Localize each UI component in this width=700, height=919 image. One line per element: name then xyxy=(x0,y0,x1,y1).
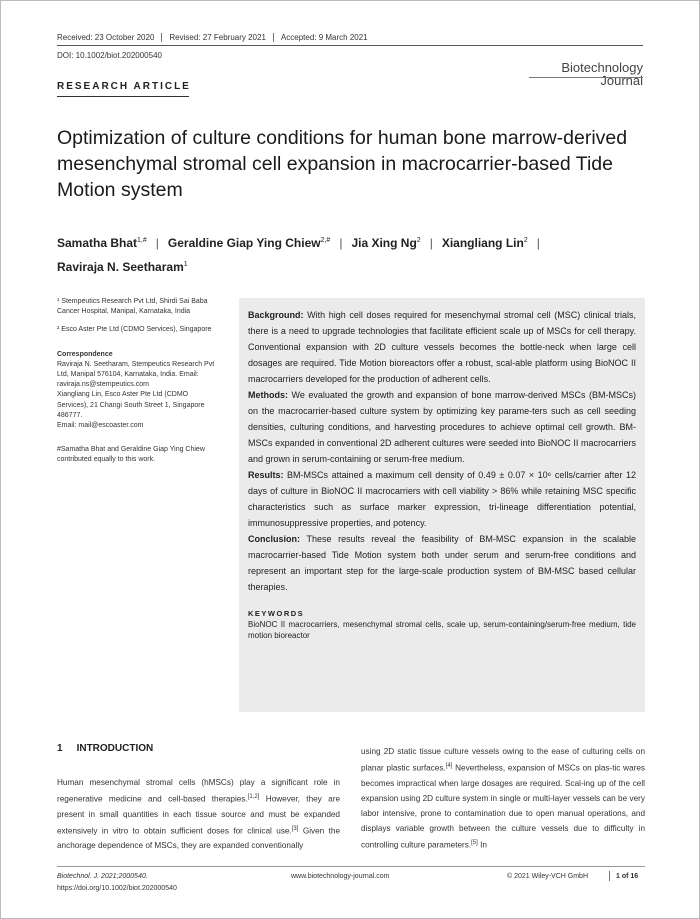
abstract-conclusion: Conclusion: These results reveal the feasibility of BM-MSC expansion in the scalable macrocarrier-based Tide Motion system both under serum and serum-free conditions and represent an important step for the large-scale production system of BM-MSC based cellular therapies. xyxy=(248,534,636,592)
doi[interactable]: DOI: 10.1002/biot.202000540 xyxy=(57,51,162,60)
citation-link[interactable]: [5] xyxy=(471,839,478,846)
author-separator: | xyxy=(339,236,343,250)
correspondence-text-2: Xiangliang Lin, Esco Aster Pte Ltd (CDMO Services), 21 Changi South Street 1, Singapore 486777. xyxy=(57,391,205,419)
page-number: 1 of 16 xyxy=(616,873,639,880)
abstract-box xyxy=(239,298,645,712)
citation-link[interactable]: [3] xyxy=(291,825,299,832)
footer-doi-link[interactable]: https://doi.org/10.1002/biot.202000540 xyxy=(57,885,177,892)
accepted-date: Accepted: 9 March 2021 xyxy=(280,33,368,42)
footer-divider xyxy=(57,866,645,867)
author-list xyxy=(57,230,647,278)
footer-separator xyxy=(609,871,610,881)
received-date: Received: 23 October 2020 xyxy=(57,33,162,42)
author[interactable]: Raviraja N. Seetharam$^1$ xyxy=(57,260,188,274)
correspondence-email-2[interactable]: Email: mail@escoaster.com xyxy=(57,422,144,430)
affiliation-2: ² Esco Aster Pte Ltd (CDMO Services), Singapore xyxy=(57,326,212,334)
article-type: RESEARCH ARTICLE xyxy=(57,81,191,92)
journal-logo xyxy=(561,61,643,87)
abstract-results: Results: BM-MSCs attained a maximum cell density of 0.49 ± 0.07 × 10⁶ cells/carrier after 12 days of culture in BioNOC II macrocarriers with cell viability > 86% while retaining MSC specific characteristics such as surface marker expression, tri-lineage differentiation potential, immunosuppressive properties, and potency. xyxy=(248,470,636,528)
keywords: BioNOC II macrocarriers, mesenchymal stromal cells, scale up, serum-containing/serum-free medium, tide motion bioreactor xyxy=(248,620,636,640)
footer-website[interactable]: www.biotechnology-journal.com xyxy=(291,873,390,880)
intro-column-2: using 2D static tissue culture vessels owing to the ease of culturing cells on planar plastic surfaces.[4] Nevertheless, expansion of MSCs on plas-tic wares becomes impractical when large dosages are required. Scal-ing up of the cell expansion using 2D culture system in single or multi-layer vessels can be very labor intensive, prone to contamination due to open manual operations, and displays variable growth between the culture vessels due to difficulty in controlling culture parameters.[5] In xyxy=(361,747,645,850)
author-separator: | xyxy=(429,236,433,250)
section-number: 1 xyxy=(57,743,63,754)
correspondence-heading: Correspondence xyxy=(57,350,113,358)
affiliations xyxy=(57,297,217,474)
abstract-background: Background: With high cell doses required for mesenchymal stromal cell (MSC) clinical trials, there is a need to upgrade technologies that facilitate efficient scale up of MSCs for cell therapy. Conventional expansion with 2D culture vessels becomes the bottle-neck when large cell dosages are required. Tide Motion bioreactors offer a robust, scal-able platform using BioNOC II macrocarriers developed for the production of adherent cells. xyxy=(248,310,636,384)
author[interactable]: Samatha Bhat$^{1,\#}$ xyxy=(57,236,147,250)
section-heading-introduction xyxy=(57,743,153,754)
journal-name-line2: Journal xyxy=(600,73,643,88)
article-type-rule xyxy=(57,96,189,97)
section-title: INTRODUCTION xyxy=(76,743,154,754)
author-separator: | xyxy=(155,236,159,250)
revised-date: Revised: 27 February 2021 xyxy=(162,33,274,42)
author-separator: | xyxy=(536,236,540,250)
citation-link[interactable]: [1,2] xyxy=(247,794,260,800)
header-divider xyxy=(57,45,643,46)
footer-citation: Biotechnol. J. 2021;2000540. https://doi.org/10.1002/biot.202000540 xyxy=(57,871,177,895)
abstract-methods: Methods: We evaluated the growth and expansion of bone marrow-derived MSCs (BM-MSCs) on the macrocarrier-based culture system by optimizing key parame-ters such as cell seeding densities, culturing conditions, and harvesting procedures to achieve optimal cell growth. BM-MSCs expanded in conventional 2D adherent cultures were seeded into BioNOC II macrocarriers and grown in serum-containing or serum-free medium. xyxy=(248,390,636,464)
affiliation-1: ¹ Stempeutics Research Pvt Ltd, Shirdi Sai Baba Cancer Hospital, Manipal, Karnataka, India xyxy=(57,298,208,316)
journal-name-line1: Biotechnology xyxy=(561,60,643,75)
journal-logo-rule xyxy=(529,77,643,78)
citation-link[interactable]: [4] xyxy=(445,763,453,769)
keywords-heading: KEYWORDS xyxy=(248,609,305,618)
date-bar xyxy=(57,33,375,42)
article-title: Optimization of culture conditions for human bone marrow-derived mesenchymal stromal cell expansion in macrocarrier-based Tide Motion system xyxy=(57,127,628,201)
footer-copyright: © 2021 Wiley-VCH GmbH xyxy=(507,873,589,880)
author[interactable]: Geraldine Giap Ying Chiew$^{2,\#}$ xyxy=(167,236,331,250)
intro-column-1: Human mesenchymal stromal cells (hMSCs) play a significant role in regenerative medicine and cell-based therapies.[1,2] However, they are present in small quantities in each tissue source and must be expanded extensively in vitro to obtain sufficient doses for clinical use.[3] Given the anchorage dependence of MSCs, they are expanded conventionally xyxy=(57,778,341,851)
author[interactable]: Xiangliang Lin$^2$ xyxy=(441,236,528,250)
correspondence-text-1: Raviraja N. Seetharam, Stempeutics Research Pvt Ltd, Manipal 576104, Karnataka, India. Email: raviraja.ns@stempeutics.com xyxy=(57,360,215,389)
author[interactable]: Jia Xing Ng$^2$ xyxy=(351,236,421,250)
equal-contribution-note: #Samatha Bhat and Geraldine Giap Ying Chiew contributed equally to this work. xyxy=(57,446,205,464)
